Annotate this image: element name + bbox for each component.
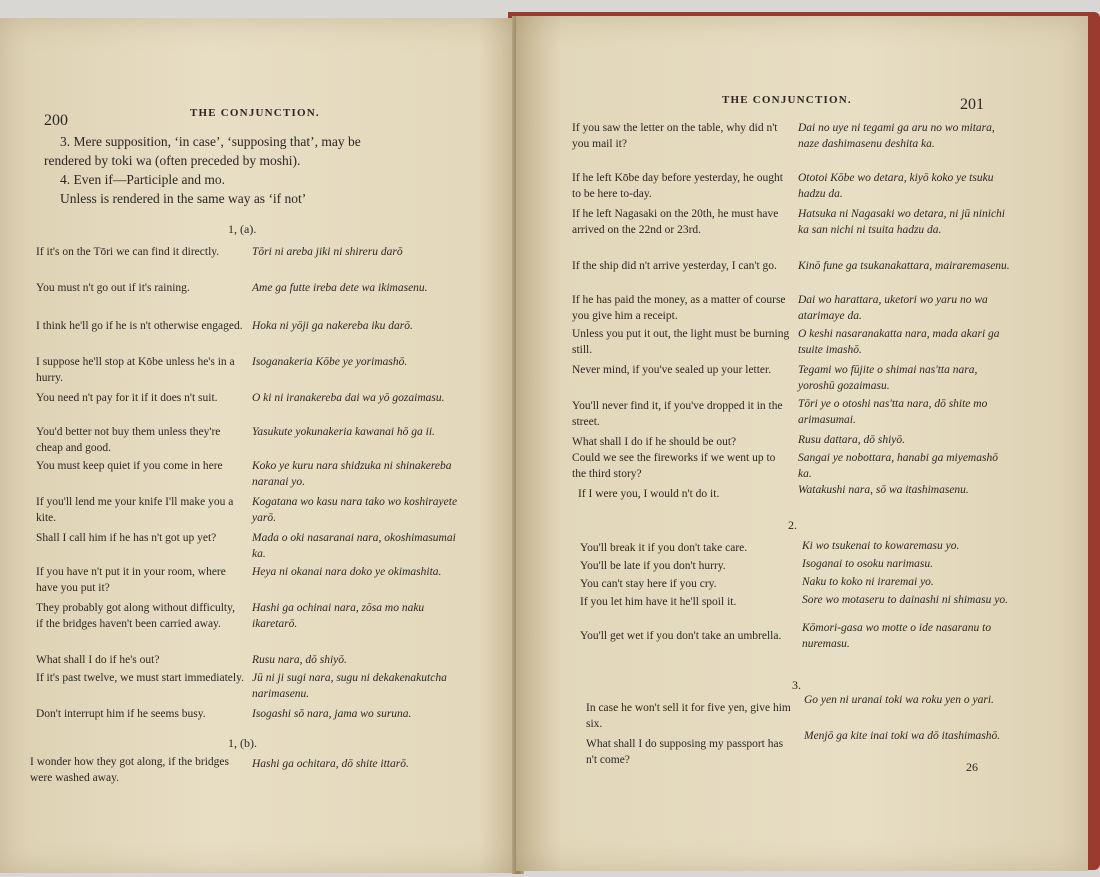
japanese-translation: Kōmori-gasa wo motte o ide nasaranu to nuremasu. xyxy=(802,622,992,650)
japanese-translation: Isoganakeria Kōbe ye yorimashō. xyxy=(252,356,408,368)
intro-line: Unless is rendered in the same way as ‘if not’ xyxy=(60,191,307,206)
table-row xyxy=(36,706,244,722)
table-row xyxy=(798,258,1012,274)
english-sentence: You need n't pay for it if it does n't suit. xyxy=(36,392,218,404)
intro-line: 4. Even if—Participle and mo. xyxy=(60,172,225,187)
section-heading: 1, (b). xyxy=(228,736,257,750)
japanese-translation: Menjō ga kite inai toki wa dō itashimashō. xyxy=(804,730,1001,742)
table-row xyxy=(36,494,244,526)
japanese-translation: Naku to koko ni iraremai yo. xyxy=(802,576,934,588)
english-sentence: If you'll lend me your knife I'll make you a kite. xyxy=(36,496,234,524)
english-sentence: You'll break it if you don't take care. xyxy=(580,542,748,554)
table-row xyxy=(36,652,244,668)
japanese-translation: Isogashi sō nara, jama wo suruna. xyxy=(252,708,412,720)
table-row xyxy=(36,458,244,474)
japanese-translation: Mada o oki nasaranai nara, okoshimasumai ka. xyxy=(252,532,456,560)
table-row xyxy=(36,354,244,386)
english-sentence: Could we see the fireworks if we went up to the third story? xyxy=(572,452,776,480)
table-row xyxy=(36,244,244,260)
japanese-translation: Go yen ni uranai toki wa roku yen o yari. xyxy=(804,694,994,706)
japanese-translation: Ototoi Kōbe wo detara, kiyō koko ye tsuku hadzu da. xyxy=(798,172,994,200)
section-heading: 2. xyxy=(788,518,797,532)
japanese-translation: Ame ga futte ireba dete wa ikimasenu. xyxy=(252,282,428,294)
table-row xyxy=(586,736,796,768)
table-row xyxy=(572,362,790,378)
table-row xyxy=(802,538,1016,554)
table-row xyxy=(586,700,796,732)
japanese-translation: Tōri ye o otoshi nas'tta nara, dō shite mo arimasumai. xyxy=(798,398,988,426)
japanese-translation: Kogatana wo kasu nara tako wo koshirayete yarō. xyxy=(252,496,458,524)
table-row xyxy=(30,754,244,786)
table-row xyxy=(572,120,790,152)
running-header: THE CONJUNCTION. xyxy=(722,94,852,106)
japanese-translation: O keshi nasaranakatta nara, mada akari ga tsuite imashō. xyxy=(798,328,1000,356)
japanese-translation: Watakushi nara, sō wa itashimasenu. xyxy=(798,484,969,496)
english-sentence: You'll never find it, if you've dropped it in the street. xyxy=(572,400,783,428)
english-sentence: If I were you, I would n't do it. xyxy=(578,488,720,500)
english-sentence: What shall I do supposing my passport has n't come? xyxy=(586,738,784,766)
table-row xyxy=(252,706,464,722)
table-row xyxy=(572,434,790,450)
table-row xyxy=(578,486,790,502)
table-row xyxy=(252,390,464,406)
japanese-translation: Heya ni okanai nara doko ye okimashita. xyxy=(252,566,442,578)
table-row xyxy=(252,494,464,526)
signature-mark: 26 xyxy=(966,760,978,774)
japanese-translation: Sore wo motaseru to dainashi ni shimasu yo. xyxy=(802,594,1008,606)
english-sentence: You'd better not buy them unless they're cheap and good. xyxy=(36,426,221,454)
english-sentence: Don't interrupt him if he seems busy. xyxy=(36,708,206,720)
english-sentence: You'll get wet if you don't take an umbrella. xyxy=(580,630,782,642)
japanese-translation: Koko ye kuru nara shidzuka ni shinakereba naranai yo. xyxy=(252,460,452,488)
table-row xyxy=(36,670,244,686)
table-row xyxy=(36,318,244,334)
table-row xyxy=(252,244,464,260)
table-row xyxy=(802,574,1016,590)
running-header: THE CONJUNCTION. xyxy=(190,107,320,119)
japanese-translation: O ki ni iranakereba dai wa yō gozaimasu. xyxy=(252,392,445,404)
table-row xyxy=(252,354,464,370)
table-row xyxy=(572,450,790,482)
english-sentence: If he has paid the money, as a matter of course you give him a receipt. xyxy=(572,294,786,322)
japanese-translation: Isoganai to osoku narimasu. xyxy=(802,558,933,570)
table-row xyxy=(798,432,1012,448)
table-row xyxy=(798,292,1012,324)
english-sentence: Never mind, if you've sealed up your letter. xyxy=(572,364,772,376)
table-row xyxy=(802,620,1016,652)
intro-line: rendered by toki wa (often preceded by moshi). xyxy=(44,153,301,168)
japanese-translation: Hoka ni yōji ga nakereba iku darō. xyxy=(252,320,413,332)
table-row xyxy=(580,628,794,644)
table-row xyxy=(572,292,790,324)
table-row xyxy=(580,540,794,556)
table-row xyxy=(252,564,464,580)
english-sentence: You must n't go out if it's raining. xyxy=(36,282,190,294)
table-row xyxy=(36,390,244,406)
table-row xyxy=(798,120,1012,152)
table-row xyxy=(804,692,1018,708)
section-heading: 3. xyxy=(792,678,801,692)
japanese-translation: Rusu dattara, dō shiyō. xyxy=(798,434,906,446)
table-row xyxy=(572,258,790,274)
english-sentence: If he left Kōbe day before yesterday, he ought to be here to-day. xyxy=(572,172,783,200)
table-row xyxy=(580,594,794,610)
table-row xyxy=(798,482,1012,498)
japanese-translation: Ki wo tsukenai to kowaremasu yo. xyxy=(802,540,960,552)
table-row xyxy=(36,600,244,632)
table-row xyxy=(798,450,1012,482)
english-sentence: If it's on the Tōri we can find it directly. xyxy=(36,246,220,258)
english-sentence: What shall I do if he's out? xyxy=(36,654,160,666)
intro-line: 3. Mere supposition, ‘in case’, ‘supposing that’, may be xyxy=(60,134,361,149)
english-sentence: I think he'll go if he is n't otherwise engaged. xyxy=(36,320,243,332)
english-sentence: I suppose he'll stop at Kōbe unless he's in a hurry. xyxy=(36,356,235,384)
english-sentence: What shall I do if he should be out? xyxy=(572,436,737,448)
table-row xyxy=(36,424,244,456)
table-row xyxy=(252,318,464,334)
book xyxy=(0,6,1100,870)
table-row xyxy=(252,600,464,632)
table-row xyxy=(798,326,1012,358)
english-sentence: If he left Nagasaki on the 20th, he must have arrived on the 22nd or 23rd. xyxy=(572,208,779,236)
japanese-translation: Sangai ye nobottara, hanabi ga miyemashō ka. xyxy=(798,452,998,480)
section-heading: 1, (a). xyxy=(228,222,257,236)
english-sentence: If the ship did n't arrive yesterday, I can't go. xyxy=(572,260,777,272)
page-number: 200 xyxy=(44,112,68,129)
english-sentence: If you saw the letter on the table, why did n't you mail it? xyxy=(572,122,778,150)
japanese-translation: Dai wo harattara, uketori wo yaru no wa atarimaye da. xyxy=(798,294,988,322)
japanese-translation: Kinō fune ga tsukanakattara, mairaremasenu. xyxy=(798,260,1010,272)
japanese-translation: Tegami wo fūjite o shimai nas'tta nara, yoroshū gozaimasu. xyxy=(798,364,978,392)
english-sentence: If you let him have it he'll spoil it. xyxy=(580,596,737,608)
table-row xyxy=(36,564,244,596)
english-sentence: If it's past twelve, we must start immediately. xyxy=(36,672,244,684)
table-row xyxy=(802,592,1016,608)
left-page xyxy=(0,18,520,873)
table-row xyxy=(572,170,790,202)
table-row xyxy=(36,530,244,546)
table-row xyxy=(252,458,464,490)
table-row xyxy=(580,558,794,574)
japanese-translation: Hashi ga ochitara, dō shite ittarō. xyxy=(252,758,409,770)
english-sentence: Shall I call him if he has n't got up yet? xyxy=(36,532,217,544)
table-row xyxy=(572,326,790,358)
table-row xyxy=(798,396,1012,428)
table-row xyxy=(572,398,790,430)
page-number: 201 xyxy=(960,96,984,113)
table-row xyxy=(36,280,244,296)
japanese-translation: Hatsuka ni Nagasaki wo detara, ni jū ninichi ka san nichi ni tsuita hadzu da. xyxy=(798,208,1005,236)
table-row xyxy=(572,206,790,238)
english-sentence: In case he won't sell it for five yen, give him six. xyxy=(586,702,791,730)
table-row xyxy=(802,556,1016,572)
english-sentence: You must keep quiet if you come in here xyxy=(36,460,223,472)
english-sentence: You'll be late if you don't hurry. xyxy=(580,560,726,572)
japanese-translation: Yasukute yokunakeria kawanai hō ga ii. xyxy=(252,426,435,438)
japanese-translation: Dai no uye ni tegami ga aru no wo mitara, naze dashimasenu deshita ka. xyxy=(798,122,995,150)
table-row xyxy=(252,280,464,296)
japanese-translation: Rusu nara, dō shiyō. xyxy=(252,654,347,666)
english-sentence: I wonder how they got along, if the bridges were washed away. xyxy=(30,756,229,784)
table-row xyxy=(252,670,464,702)
japanese-translation: Tōri ni areba jiki ni shireru darō xyxy=(252,246,403,258)
english-sentence: If you have n't put it in your room, where have you put it? xyxy=(36,566,226,594)
japanese-translation: Jū ni ji sugi nara, sugu ni dekakenakutcha narimasenu. xyxy=(252,672,447,700)
table-row xyxy=(798,170,1012,202)
english-sentence: They probably got along without difficulty, if the bridges haven't been carried away. xyxy=(36,602,235,630)
english-sentence: You can't stay here if you cry. xyxy=(580,578,717,590)
japanese-translation: Hashi ga ochinai nara, zōsa mo naku ikaretarō. xyxy=(252,602,425,630)
table-row xyxy=(252,530,464,562)
table-row xyxy=(798,362,1012,394)
table-row xyxy=(798,206,1012,238)
table-row xyxy=(252,424,464,440)
table-row xyxy=(252,756,464,772)
table-row xyxy=(804,728,1018,744)
english-sentence: Unless you put it out, the light must be burning still. xyxy=(572,328,790,356)
right-page xyxy=(516,16,1088,871)
table-row xyxy=(252,652,464,668)
table-row xyxy=(580,576,794,592)
